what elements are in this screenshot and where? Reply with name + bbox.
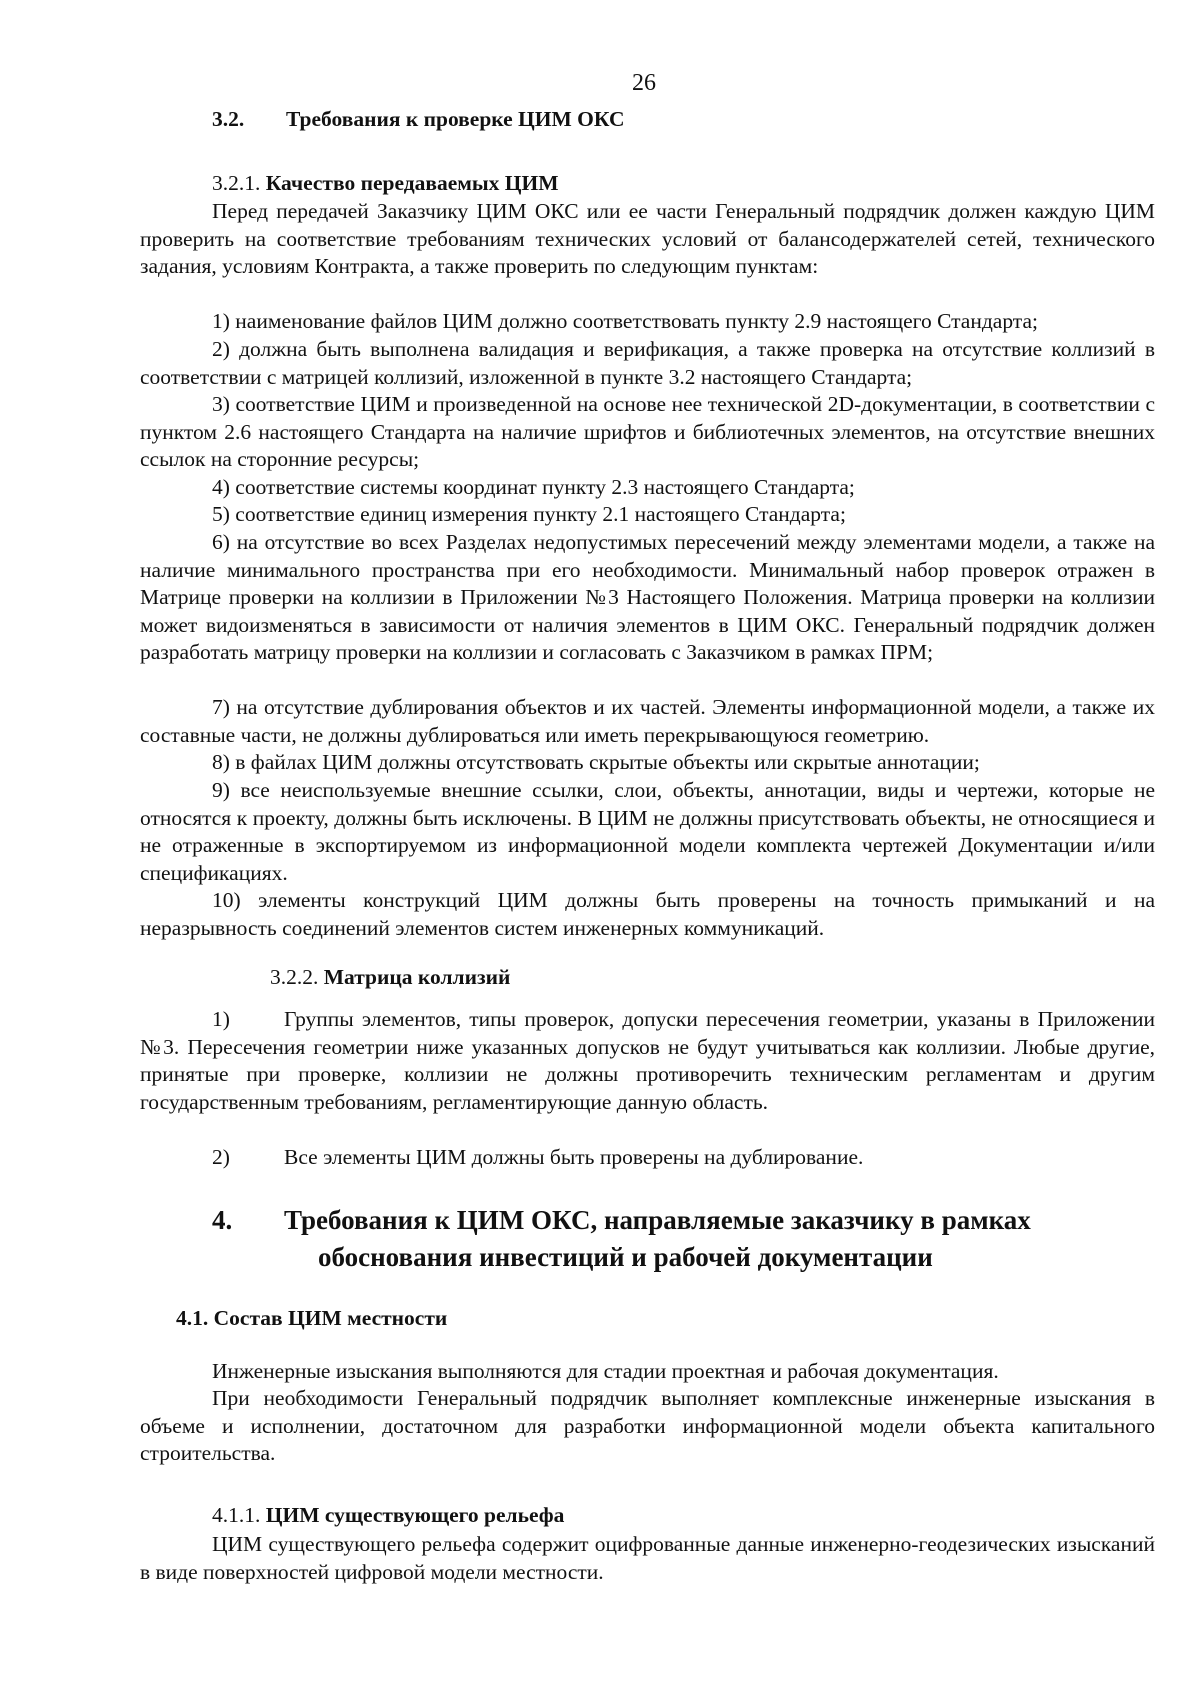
section-4-1-1-number: 4.1.1. bbox=[212, 1503, 261, 1527]
check-item-5: 5) соответствие единиц измерения пункту 2.1 настоящего Стандарта; bbox=[212, 502, 846, 526]
check-item-4: 4) соответствие системы координат пункту 2.3 настоящего Стандарта; bbox=[212, 475, 855, 499]
section-3-2-1-title: Качество передаваемых ЦИМ bbox=[265, 171, 559, 195]
section-4-1-1-para-1: ЦИМ существующего рельефа содержит оцифрованные данные инженерно-геодезических изысканий в виде поверхностей цифровой модели местности. bbox=[140, 1532, 1155, 1584]
collision-item-2 bbox=[140, 1144, 1155, 1172]
section-4-1-1-heading bbox=[212, 1503, 564, 1528]
section-3-2-1-number: 3.2.1. bbox=[212, 171, 261, 195]
check-item-7: 7) на отсутствие дублирования объектов и их частей. Элементы информационной модели, а также их составные части, не должны дублироваться или иметь перекрывающуюся геометрию. bbox=[140, 695, 1155, 747]
section-4-number: 4. bbox=[212, 1205, 233, 1235]
section-3-2-title: Требования к проверке ЦИМ ОКС bbox=[286, 107, 625, 131]
page-number: 26 bbox=[632, 70, 656, 96]
section-4-title-line2: обоснования инвестиций и рабочей документации bbox=[318, 1242, 933, 1272]
check-item-8: 8) в файлах ЦИМ должны отсутствовать скрытые объекты или скрытые аннотации; bbox=[212, 750, 980, 774]
section-3-2-1-heading bbox=[212, 171, 559, 196]
check-item-1: 1) наименование файлов ЦИМ должно соответствовать пункту 2.9 настоящего Стандарта; bbox=[212, 309, 1038, 333]
section-4-1-para-2: При необходимости Генеральный подрядчик выполняет комплексные инженерные изыскания в объеме и исполнении, достаточном для разработки информационной модели объекта капитального строительства. bbox=[140, 1386, 1155, 1465]
section-3-2-number: 3.2. bbox=[212, 107, 245, 131]
section-4-title-line1: Требования к ЦИМ ОКС, направляемые заказчику в рамках bbox=[284, 1205, 1031, 1235]
section-4-1-para-1: Инженерные изыскания выполняются для стадии проектная и рабочая документация. bbox=[212, 1359, 999, 1383]
check-item-6: 6) на отсутствие во всех Разделах недопустимых пересечений между элементами модели, а также на наличие минимального пространства при его необходимости. Минимальный набор проверок отражен в Матрице проверки на коллизии в Приложении №3 Настоящего Положения. Матрица проверки на коллизии может видоизменяться в зависимости от наличия элементов в ЦИМ ОКС. Генеральный подрядчик должен разработать матрицу проверки на коллизии и согласовать с Заказчиком в рамках ПРМ; bbox=[140, 530, 1155, 664]
check-item-9: 9) все неиспользуемые внешние ссылки, слои, объекты, аннотации, виды и чертежи, которые не относятся к проекту, должны быть исключены. В ЦИМ не должны присутствовать объекты, не относящиеся и не отраженные в экспортируемом из информационной модели комплекта чертежей Документации и/или спецификациях. bbox=[140, 778, 1155, 885]
collision-item-2-text: Все элементы ЦИМ должны быть проверены на дублирование. bbox=[284, 1145, 864, 1169]
collision-item-1-number: 1) bbox=[212, 1007, 230, 1031]
collision-item-1-text: Группы элементов, типы проверок, допуски пересечения геометрии, указаны в Приложении №3. Пересечения геометрии ниже указанных допусков не будут учитываться как коллизии. Любые другие, принятые при проверке, коллизии не должны противоречить техническим регламентам и другим государственным требованиям, регламентирующие данную область. bbox=[140, 1007, 1155, 1114]
collision-item-1 bbox=[140, 1006, 1155, 1116]
check-item-3: 3) соответствие ЦИМ и произведенной на основе нее технической 2D-документации, в соответствии с пунктом 2.6 настоящего Стандарта на наличие шрифтов и библиотечных элементов, на отсутствие внешних ссылок на сторонние ресурсы; bbox=[140, 392, 1155, 471]
collision-item-2-number: 2) bbox=[212, 1145, 230, 1169]
section-3-2-2-number: 3.2.2. bbox=[270, 965, 319, 989]
section-4-1-1-title: ЦИМ существующего рельефа bbox=[265, 1503, 565, 1527]
check-item-2: 2) должна быть выполнена валидация и верификация, а также проверка на отсутствие коллизий в соответствии с матрицей коллизий, изложенной в пункте 3.2 настоящего Стандарта; bbox=[140, 337, 1155, 389]
section-3-2-2-heading bbox=[270, 965, 510, 990]
check-item-10: 10) элементы конструкций ЦИМ должны быть проверены на точность примыканий и на неразрывность соединений элементов систем инженерных коммуникаций. bbox=[140, 888, 1155, 940]
section-3-2-1-intro: Перед передачей Заказчику ЦИМ ОКС или ее части Генеральный подрядчик должен каждую ЦИМ проверить на соответствие требованиям технических условий от балансодержателей сетей, технического задания, условиям Контракта, а также проверить по следующим пунктам: bbox=[140, 199, 1155, 278]
section-3-2-2-title: Матрица коллизий bbox=[323, 965, 511, 989]
section-4-1-title: 4.1. Состав ЦИМ местности bbox=[176, 1306, 448, 1330]
